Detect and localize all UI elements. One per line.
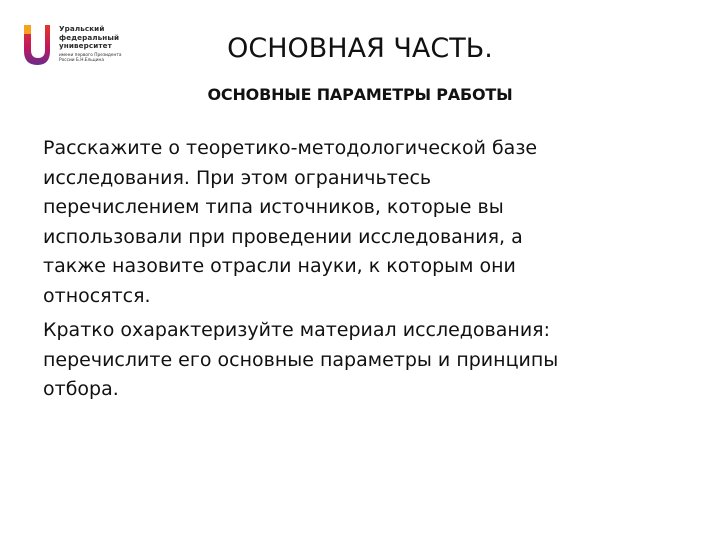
text-line: также назовите отрасли науки, к которым они: [43, 255, 516, 277]
slide-body: [43, 134, 693, 410]
logo-subtitle-line-1: имени первого Президента: [59, 52, 122, 58]
text-line: использовали при проведении исследования, а: [43, 225, 523, 248]
slide-subtitle: ОСНОВНЫЕ ПАРАМЕТРЫ РАБОТЫ: [207, 85, 513, 104]
text-line: перечислите его основные параметры и принципы: [43, 348, 559, 371]
paragraph-material: [43, 316, 693, 405]
logo-name-line-2: федеральный: [59, 32, 120, 42]
logo-name-line-3: университет: [59, 41, 112, 51]
text-line: отбора.: [43, 378, 119, 400]
slide-title: ОСНОВНАЯ ЧАСТЬ.: [227, 33, 493, 64]
text-line: исследования. При этом ограничьтесь: [43, 166, 432, 189]
text-line: перечислением типа источников, которые вы: [43, 196, 504, 218]
text-line: Кратко охарактеризуйте материал исследования:: [43, 319, 550, 341]
text-line: Расскажите о теоретико-методологической базе: [43, 137, 538, 159]
paragraph-theory: [43, 134, 693, 311]
text-line: относятся.: [43, 284, 151, 307]
logo-subtitle-line-2: России Б.Н.Ельцина: [59, 58, 104, 64]
logo-name-line-1: Уральский: [59, 24, 105, 33]
